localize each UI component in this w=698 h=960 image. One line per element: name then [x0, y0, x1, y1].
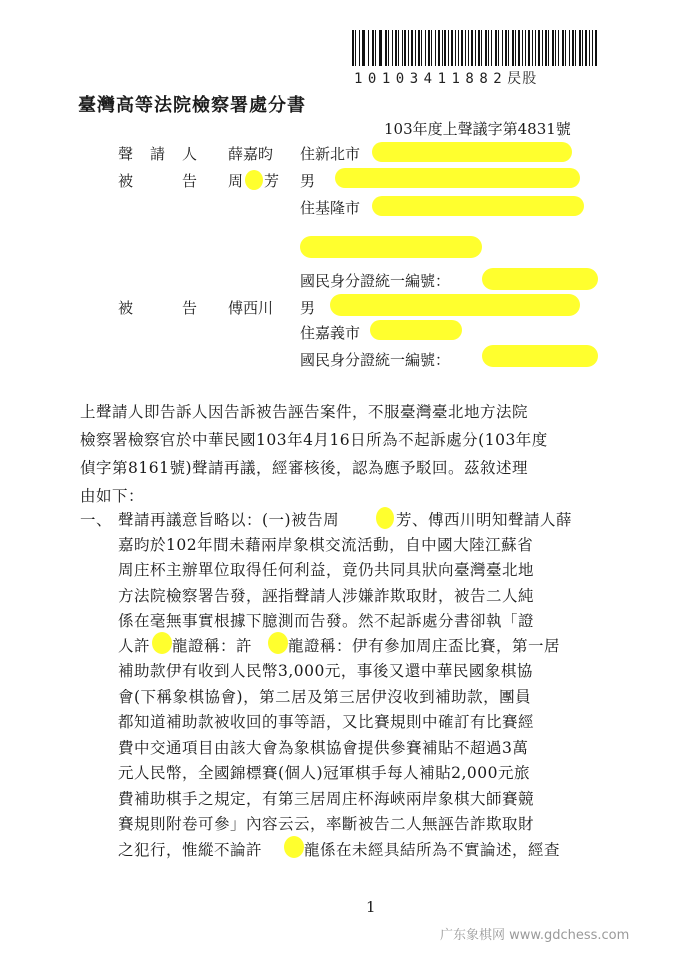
barcode-bar: [375, 30, 376, 66]
barcode-bar: [461, 30, 463, 66]
defendant2-id-label: 國民身分證統一編號：: [300, 351, 451, 369]
barcode-bar: [444, 30, 446, 66]
barcode-bar: [525, 30, 526, 66]
barcode-bar: [579, 30, 581, 66]
barcode-bar: [458, 30, 459, 66]
barcode-bar: [575, 30, 576, 66]
barcode-bar: [512, 30, 514, 66]
section1-line-6c: 龍證稱：伊有參加周庄盃比賽，第一居: [288, 637, 561, 655]
barcode-bar: [535, 30, 536, 66]
barcode-bar: [442, 30, 443, 66]
barcode-bar: [595, 30, 597, 66]
barcode-bar: [475, 30, 476, 66]
section1-line-13: 賽規則附卷可參」內容云云，率斷被告二人無誣告詐欺取財: [118, 815, 535, 833]
barcode-bar: [565, 30, 566, 66]
section1-line-12: 費補助棋手之規定，有第三居周庄杯海峽兩岸象棋大師賽競: [118, 790, 535, 808]
barcode-bar: [505, 30, 507, 66]
defendant1-role: 被 告: [118, 172, 199, 190]
redaction-defendant1-address-1: [372, 196, 584, 216]
defendant1-gender: 男: [300, 172, 316, 190]
defendant2-role: 被 告: [118, 299, 199, 317]
section1-marker: 一、: [80, 511, 113, 529]
barcode-bar: [408, 30, 409, 66]
barcode-bar: [418, 30, 420, 66]
section1-line-6b: 龍證稱：許: [172, 637, 253, 655]
redaction-section1-name-2: [152, 632, 172, 654]
section1-line-1a: 聲請再議意旨略以：(一)被告周: [118, 511, 340, 529]
court-title: 臺灣高等法院檢察署處分書: [78, 95, 306, 116]
barcode-bar: [522, 30, 523, 66]
barcode-bar: [372, 30, 374, 66]
section1-line-7: 補助款伊有收到人民幣3,000元，事後又還中華民國象棋協: [118, 662, 533, 680]
redaction-defendant2-id: [482, 345, 598, 367]
intro-line-4: 由如下：: [80, 487, 145, 505]
barcode-bar: [508, 30, 509, 66]
applicant-role: 聲 請 人: [118, 145, 199, 163]
applicant-address: 住新北市: [300, 145, 361, 163]
barcode-bar: [368, 30, 369, 66]
barcode-bar: [485, 30, 487, 66]
barcode-bar: [498, 30, 499, 66]
barcode: [352, 30, 598, 66]
barcode-bar: [435, 30, 436, 66]
defendant2-address: 住嘉義市: [300, 324, 361, 342]
barcode-bar: [589, 30, 590, 66]
barcode-bar: [555, 30, 556, 66]
barcode-bar: [585, 30, 587, 66]
page-number: 1: [366, 898, 376, 916]
barcode-bar: [572, 30, 574, 66]
barcode-bar: [528, 30, 530, 66]
section1-line-14a: 之犯行，惟縱不論許: [118, 841, 263, 859]
defendant1-name-b: 芳: [264, 172, 280, 190]
barcode-bar: [392, 30, 393, 66]
barcode-bar: [502, 30, 503, 66]
section1-line-5: 係在毫無事實根據下臆測而告發。然不起訴處分書卻執「證: [118, 612, 535, 630]
barcode-bar: [491, 30, 492, 66]
defendant1-id-label: 國民身分證統一編號：: [300, 272, 451, 290]
barcode-bar: [385, 30, 387, 66]
defendant2-name: 傅西川: [228, 299, 274, 317]
barcode-bar: [402, 30, 403, 66]
redaction-defendant1-id: [482, 268, 598, 290]
section1-line-11: 元人民幣，全國錦標賽(個人)冠軍棋手每人補貼2,000元旅: [118, 764, 530, 782]
barcode-bar: [515, 30, 516, 66]
barcode-bar: [495, 30, 497, 66]
section1-line-10: 費中交通項目由該大會為象棋協會提供參賽補貼不超過3萬: [118, 739, 529, 757]
barcode-bar: [404, 30, 406, 66]
section1-line-14b: 龍係在未經具結所為不實論述，經查: [304, 841, 561, 859]
barcode-bar: [352, 30, 354, 66]
section1-line-3: 周庄杯主辦單位取得任何利益，竟仍共同具狀向臺灣臺北地: [118, 561, 535, 579]
barcode-bar: [355, 30, 356, 66]
barcode-bar: [552, 30, 554, 66]
barcode-bar: [481, 30, 482, 66]
redaction-section1-name-1: [376, 507, 394, 529]
barcode-bar: [592, 30, 593, 66]
barcode-bar: [542, 30, 543, 66]
section1-line-2: 嘉昀於102年間未藉兩岸象棋交流活動，自中國大陸江蘇省: [118, 536, 534, 554]
case-number: 103年度上聲議字第4831號: [384, 120, 571, 138]
barcode-bar: [478, 30, 480, 66]
intro-line-3: 偵字第8161號)聲請再議，經審核後，認為應予駁回。茲敘述理: [80, 459, 528, 477]
applicant-name: 薛嘉昀: [228, 145, 274, 163]
barcode-bar: [448, 30, 449, 66]
barcode-bar: [548, 30, 549, 66]
barcode-bar: [431, 30, 432, 66]
redaction-applicant-address: [372, 142, 572, 162]
redaction-section1-name-3: [268, 632, 288, 654]
barcode-bar: [468, 30, 469, 66]
barcode-bar: [421, 30, 422, 66]
barcode-bar: [451, 30, 453, 66]
barcode-bar: [558, 30, 559, 66]
barcode-bar: [415, 30, 416, 66]
barcode-bar: [381, 30, 382, 66]
section1-line-9: 都知道補助款被收回的事等語，又比賽規則中確訂有比賽經: [118, 713, 535, 731]
barcode-bar: [425, 30, 426, 66]
section1-line-6a: 人許: [118, 637, 151, 655]
barcode-bar: [538, 30, 540, 66]
section1-line-8: 會(下稱象棋協會)，第二居及第三居伊沒收到補助款，團員: [118, 688, 532, 706]
section1-line-4: 方法院檢察署告發，誣指聲請人涉嫌詐欺取財，被告二人純: [118, 587, 535, 605]
barcode-bar: [388, 30, 389, 66]
barcode-bar: [562, 30, 564, 66]
redaction-defendant1-name: [245, 170, 263, 190]
intro-line-2: 檢察署檢察官於中華民國103年4月16日所為不起訴處分(103年度: [80, 431, 548, 449]
intro-line-1: 上聲請人即告訴人因告訴被告誣告案件，不服臺灣臺北地方法院: [80, 403, 529, 421]
barcode-bar: [411, 30, 413, 66]
barcode-bar: [398, 30, 399, 66]
redaction-section1-name-4: [284, 836, 304, 858]
barcode-bar: [438, 30, 440, 66]
barcode-bar: [488, 30, 489, 66]
barcode-bar: [364, 30, 365, 66]
section1-line-1b: 芳、傅西川明知聲請人薛: [396, 511, 573, 529]
redaction-defendant1-birth: [335, 168, 580, 188]
barcode-bar: [518, 30, 520, 66]
barcode-bar: [545, 30, 547, 66]
barcode-bar: [465, 30, 466, 66]
defendant2-gender: 男: [300, 299, 316, 317]
redaction-defendant1-address-2: [300, 236, 482, 258]
barcode-bar: [455, 30, 456, 66]
watermark: 广东象棋网 www.gdchess.com: [440, 928, 630, 943]
barcode-bar: [428, 30, 430, 66]
barcode-bar: [359, 30, 360, 66]
barcode-number: 10103411882昃股: [354, 71, 538, 87]
redaction-defendant2-address: [370, 320, 462, 340]
defendant1-address: 住基隆市: [300, 199, 361, 217]
barcode-bar: [532, 30, 533, 66]
barcode-bar: [569, 30, 570, 66]
barcode-bar: [395, 30, 397, 66]
barcode-bar: [582, 30, 583, 66]
defendant1-name-a: 周: [228, 172, 244, 190]
barcode-bar: [471, 30, 473, 66]
redaction-defendant2-birth: [330, 294, 580, 316]
